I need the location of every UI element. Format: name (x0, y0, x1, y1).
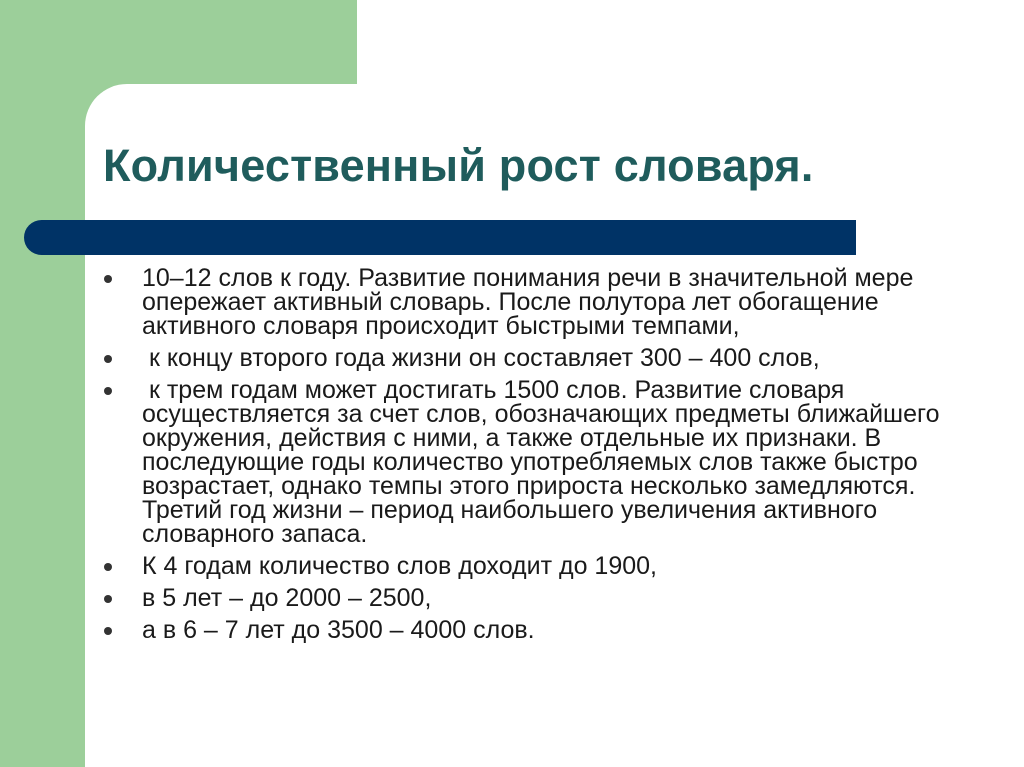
bullet-text: а в 6 – 7 лет до 3500 – 4000 слов. (142, 616, 535, 644)
bullet-text: к трем годам может достигать 1500 слов. Развитие словаря осуществляется за счет слов, обозначающих предметы ближайшего окружения, действия с ними, а также отдельные их признаки. В последующие годы количество употребляемых слов также быстро возрастает, однако темпы этого прироста несколько замедляются. Третий год жизни – период наибольшего увеличения активного словарного запаса. (142, 376, 947, 548)
bullet-dot-icon (104, 595, 112, 603)
bullet-dot-icon (104, 355, 112, 363)
bullet-text: в 5 лет – до 2000 – 2500, (142, 584, 432, 612)
bullet-item (100, 266, 980, 338)
bullet-dot-icon (104, 627, 112, 635)
title-underline-bar (24, 220, 856, 255)
bullet-list (100, 266, 980, 650)
bullet-item (100, 586, 980, 610)
bullet-item (100, 618, 980, 642)
bullet-text: 10–12 слов к году. Развитие понимания речи в значительной мере опережает активный словарь. После полутора лет обогащение активного словаря происходит быстрыми темпами, (142, 264, 914, 340)
bullet-dot-icon (104, 275, 112, 283)
bullet-text: К 4 годам количество слов доходит до 1900, (142, 552, 657, 580)
bullet-item (100, 554, 980, 578)
bullet-item (100, 346, 980, 370)
bullet-dot-icon (104, 387, 112, 395)
bullet-text: к концу второго года жизни он составляет 300 – 400 слов, (142, 344, 820, 372)
bullet-dot-icon (104, 563, 112, 571)
bullet-item (100, 378, 980, 546)
slide-title: Количественный рост словаря. (103, 140, 814, 191)
